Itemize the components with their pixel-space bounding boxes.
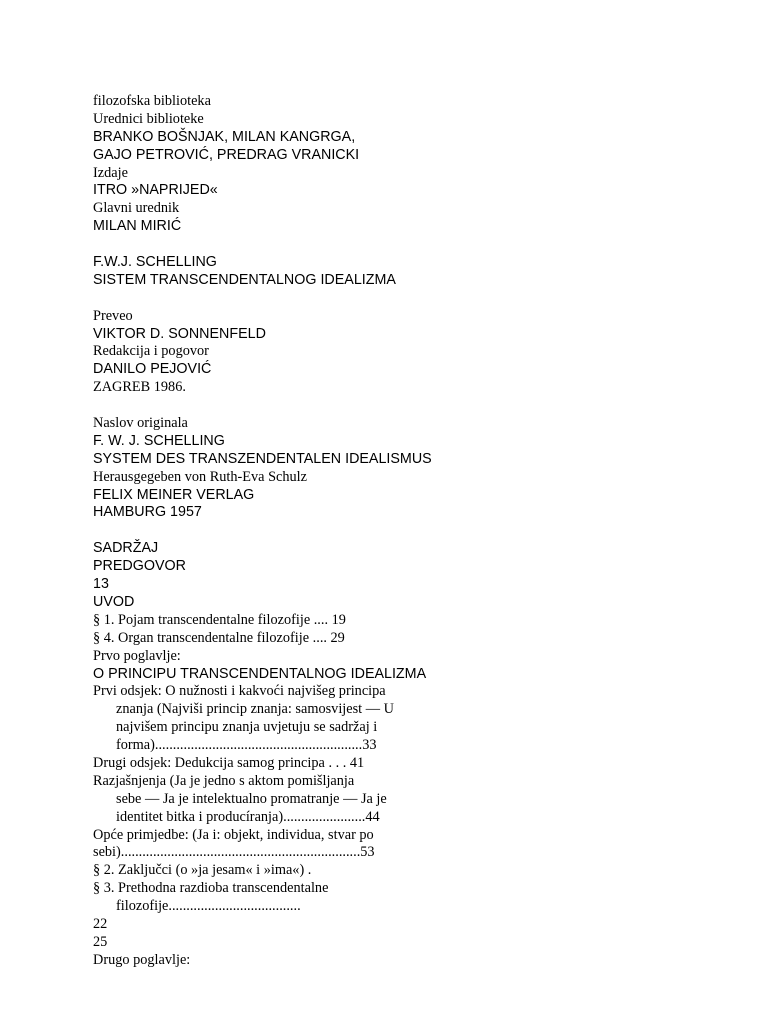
toc-clarifications: Razjašnjenja (Ja je jedno s aktom pomišljanja [93, 772, 355, 789]
spacer [93, 290, 733, 308]
chief-editor-label: Glavni urednik [93, 200, 180, 217]
toc-first-section-cont: znanja (Najviši princip znanja: samosvijest — U [116, 701, 394, 718]
toc-preface: PREDGOVOR [93, 558, 186, 575]
editors-names-line-2: GAJO PETROVIĆ, PREDRAG VRANICKI [93, 146, 360, 163]
toc-first-section: Prvi odsjek: O nužnosti i kakvoći najvišeg principa [93, 683, 386, 700]
redaction-label: Redakcija i pogovor [93, 343, 209, 360]
toc-section-3: § 3. Prethodna razdioba transcendentalne [93, 880, 329, 897]
spacer [93, 236, 733, 254]
toc-general-notes-cont: sebi)...................................................................53 [93, 844, 375, 861]
spacer [93, 522, 733, 540]
book-title: SISTEM TRANSCENDENTALNOG IDEALIZMA [93, 271, 396, 288]
book-author: F.W.J. SCHELLING [93, 254, 217, 271]
redactor-name: DANILO PEJOVIĆ [93, 361, 212, 378]
toc-second-section: Drugi odsjek: Dedukcija samog principa . . . 41 [93, 754, 365, 771]
toc-chapter-1-label: Prvo poglavlje: [93, 647, 181, 664]
toc-chapter-1-title: O PRINCIPU TRANSCENDENTALNOG IDEALIZMA [93, 665, 427, 682]
toc-first-section-cont: najvišem principu znanja uvjetuju se sadržaj i [116, 719, 378, 736]
toc-preface-page: 13 [93, 576, 109, 593]
series-name: filozofska biblioteka [93, 93, 211, 109]
contents-heading: SADRŽAJ [93, 540, 159, 557]
publisher-name: ITRO »NAPRIJED« [93, 182, 218, 199]
toc-chapter-2-label: Drugo poglavlje: [93, 951, 191, 968]
chief-editor-name: MILAN MIRIĆ [93, 218, 182, 235]
toc-general-notes: Opće primjedbe: (Ja i: objekt, individua, stvar po [93, 826, 374, 843]
toc-section-1: § 1. Pojam transcendentalne filozofije .... 19 [93, 611, 346, 628]
translator-label: Preveo [93, 307, 133, 324]
original-editor: Herausgegeben von Ruth-Eva Schulz [93, 468, 307, 485]
toc-clarifications-cont: sebe — Ja je intelektualno promatranje — Ja je [116, 790, 387, 807]
original-author: F. W. J. SCHELLING [93, 432, 225, 449]
toc-section-2: § 2. Zaključci (o »ja jesam« i »ima«) . [93, 862, 312, 879]
toc-page-number: 22 [93, 915, 108, 932]
document-page [93, 93, 733, 970]
toc-clarifications-cont: identitet bitka i producíranja).......................44 [116, 808, 380, 825]
editors-label: Urednici biblioteke [93, 110, 204, 127]
translator-name: VIKTOR D. SONNENFELD [93, 325, 266, 342]
publisher-label: Izdaje [93, 164, 128, 181]
original-place-year: HAMBURG 1957 [93, 504, 202, 521]
toc-page-number: 25 [93, 933, 108, 950]
toc-introduction: UVOD [93, 593, 135, 610]
original-publisher: FELIX MEINER VERLAG [93, 486, 255, 503]
toc-section-4: § 4. Organ transcendentalne filozofije .... 29 [93, 629, 345, 646]
original-title: SYSTEM DES TRANSZENDENTALEN IDEALISMUS [93, 450, 432, 467]
editors-names-line-1: BRANKO BOŠNJAK, MILAN KANGRGA, [93, 128, 356, 145]
place-year: ZAGREB 1986. [93, 379, 186, 396]
toc-section-3-cont: filozofije..................................... [116, 898, 301, 915]
spacer [93, 397, 733, 415]
original-title-label: Naslov originala [93, 415, 188, 432]
toc-first-section-cont: forma)..........................................................33 [116, 737, 377, 754]
